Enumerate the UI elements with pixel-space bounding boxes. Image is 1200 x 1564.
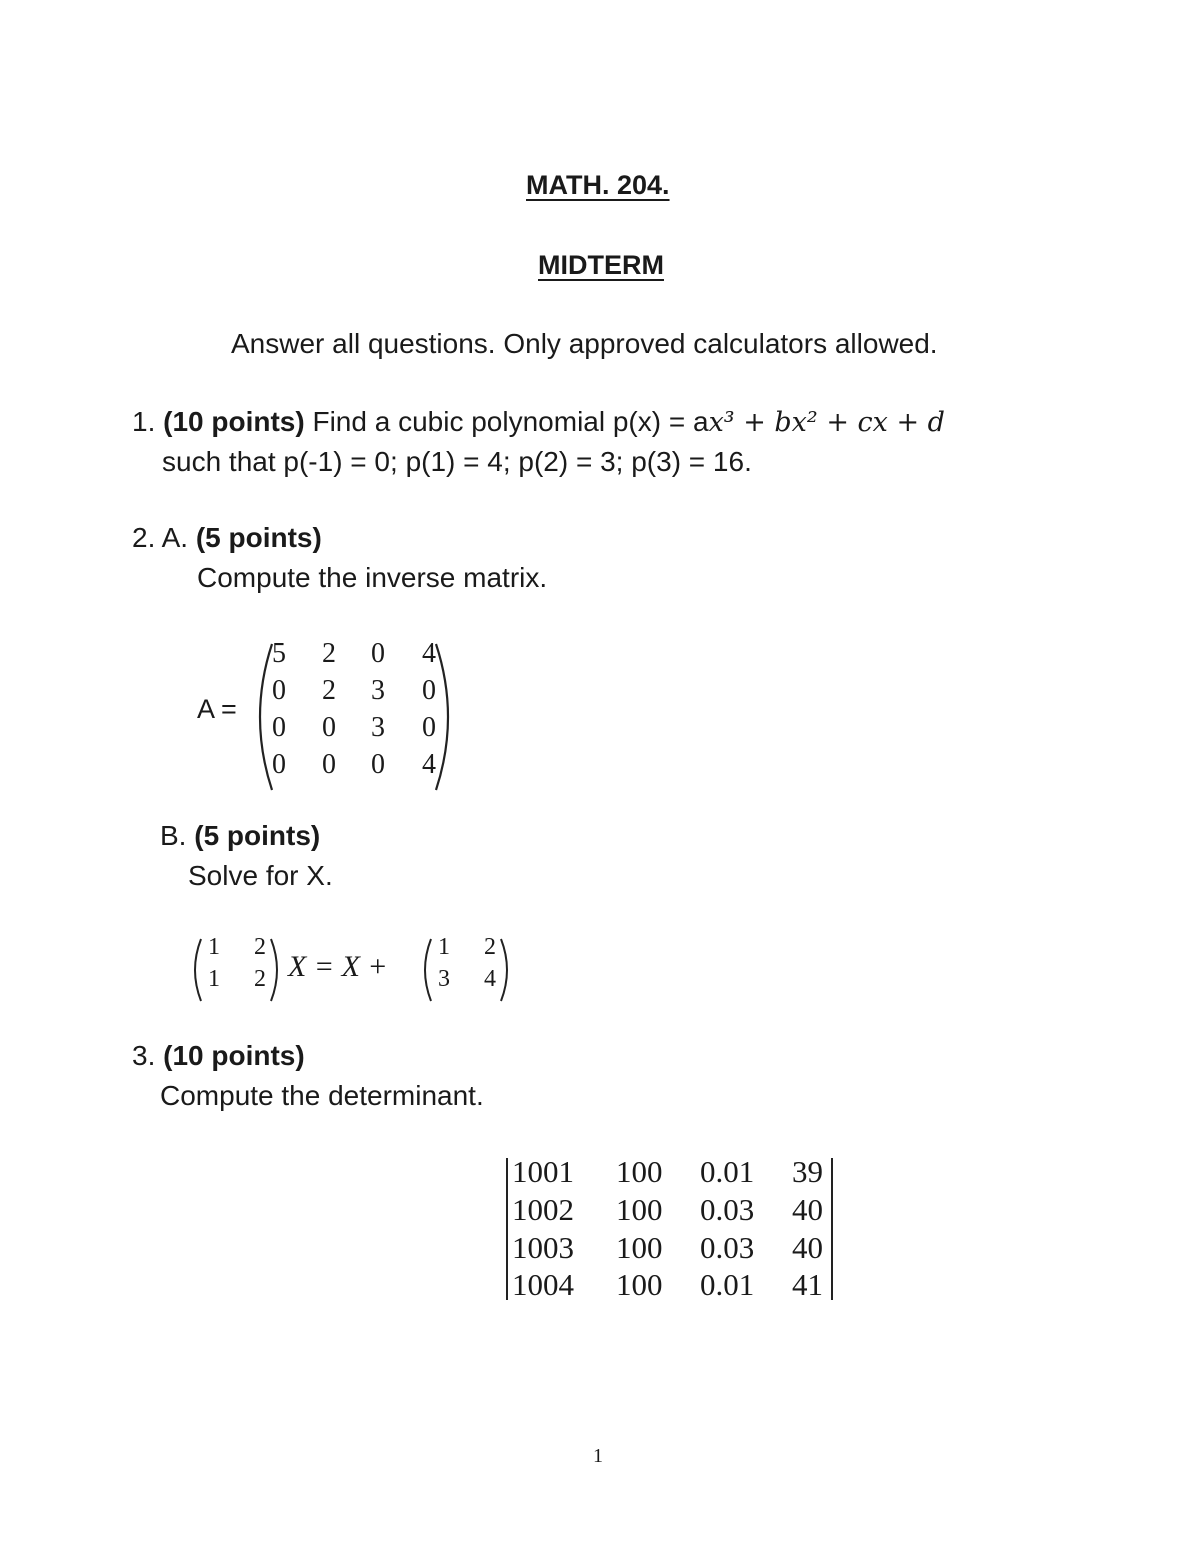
left-matrix — [198, 932, 278, 1002]
question-3-number: 3. — [132, 1040, 156, 1071]
matrix-a-cell: 0 — [371, 749, 385, 780]
determinant-cell: 100 — [616, 1192, 663, 1227]
question-2a-heading — [132, 522, 322, 554]
matrix-a-cell: 5 — [272, 638, 286, 669]
question-1-text: Find a cubic polynomial p(x) = a — [312, 406, 709, 437]
question-3-heading — [132, 1040, 305, 1072]
right-matrix-cell: 4 — [484, 966, 496, 992]
matrix-a-cell: 2 — [322, 675, 336, 706]
determinant-cell: 1001 — [512, 1154, 574, 1189]
determinant-cell: 0.01 — [700, 1154, 755, 1189]
determinant-cell: 100 — [616, 1230, 663, 1265]
question-2b-prompt: Solve for X. — [188, 860, 333, 891]
question-2a-prompt: Compute the inverse matrix. — [197, 562, 548, 593]
determinant-cell: 0.03 — [700, 1192, 755, 1227]
matrix-a — [262, 638, 442, 798]
matrix-a-cell: 0 — [422, 712, 436, 743]
left-matrix-cell: 2 — [254, 934, 266, 960]
question-3-points: (10 points) — [163, 1040, 305, 1071]
course-title: MATH. 204. — [526, 170, 670, 200]
determinant-left-bar — [506, 1158, 508, 1300]
matrix-a-cell: 0 — [422, 675, 436, 706]
equation-middle: X = X + — [288, 950, 388, 983]
determinant-cell: 100 — [616, 1267, 663, 1302]
determinant-cell: 1004 — [512, 1267, 574, 1302]
matrix-a-cell: 0 — [272, 749, 286, 780]
matrix-a-cell: 2 — [322, 638, 336, 669]
question-2b-number: B. — [160, 820, 187, 851]
question-2a-points: (5 points) — [195, 522, 322, 553]
determinant-cell: 1003 — [512, 1230, 574, 1265]
determinant-cell: 0.01 — [700, 1267, 755, 1302]
question-3-prompt: Compute the determinant. — [160, 1080, 484, 1111]
right-matrix-cell: 2 — [484, 934, 496, 960]
question-1 — [132, 406, 945, 438]
matrix-a-cell: 0 — [272, 675, 286, 706]
question-1-conditions: such that p(-1) = 0; p(1) = 4; p(2) = 3; p(3) = 16. — [162, 446, 752, 477]
right-matrix-close-paren — [498, 937, 514, 1003]
instructions: Answer all questions. Only approved calculators allowed. — [231, 328, 938, 359]
matrix-a-cell: 3 — [371, 712, 385, 743]
right-matrix-cell: 3 — [438, 966, 450, 992]
matrix-a-cell: 0 — [371, 638, 385, 669]
page-number: 1 — [593, 1445, 603, 1467]
determinant-cell: 0.03 — [700, 1230, 755, 1265]
left-matrix-close-paren — [268, 937, 284, 1003]
determinant-cell: 39 — [792, 1154, 823, 1189]
left-matrix-cell: 1 — [208, 934, 220, 960]
matrix-a-cell: 0 — [272, 712, 286, 743]
question-1-polynomial: x³ + bx² + cx + d — [708, 407, 945, 438]
left-matrix-cell: 2 — [254, 966, 266, 992]
question-1-number: 1. — [132, 406, 156, 437]
right-matrix-cell: 1 — [438, 934, 450, 960]
question-1-points: (10 points) — [163, 406, 305, 437]
matrix-a-cell: 3 — [371, 675, 385, 706]
determinant-matrix — [510, 1154, 830, 1304]
matrix-a-cell: 4 — [422, 749, 436, 780]
question-2a-number: 2. A. — [132, 522, 189, 553]
determinant-cell: 40 — [792, 1192, 823, 1227]
right-matrix — [428, 932, 508, 1002]
matrix-a-cell: 0 — [322, 749, 336, 780]
determinant-right-bar — [831, 1158, 833, 1300]
matrix-a-cell: 0 — [322, 712, 336, 743]
exam-title: MIDTERM — [538, 250, 664, 280]
left-matrix-cell: 1 — [208, 966, 220, 992]
determinant-cell: 41 — [792, 1267, 823, 1302]
question-2b-points: (5 points) — [194, 820, 321, 851]
question-2b-heading — [160, 820, 320, 852]
matrix-a-label: A = — [197, 694, 237, 724]
determinant-cell: 100 — [616, 1154, 663, 1189]
matrix-a-cell: 4 — [422, 638, 436, 669]
determinant-cell: 1002 — [512, 1192, 574, 1227]
determinant-cell: 40 — [792, 1230, 823, 1265]
